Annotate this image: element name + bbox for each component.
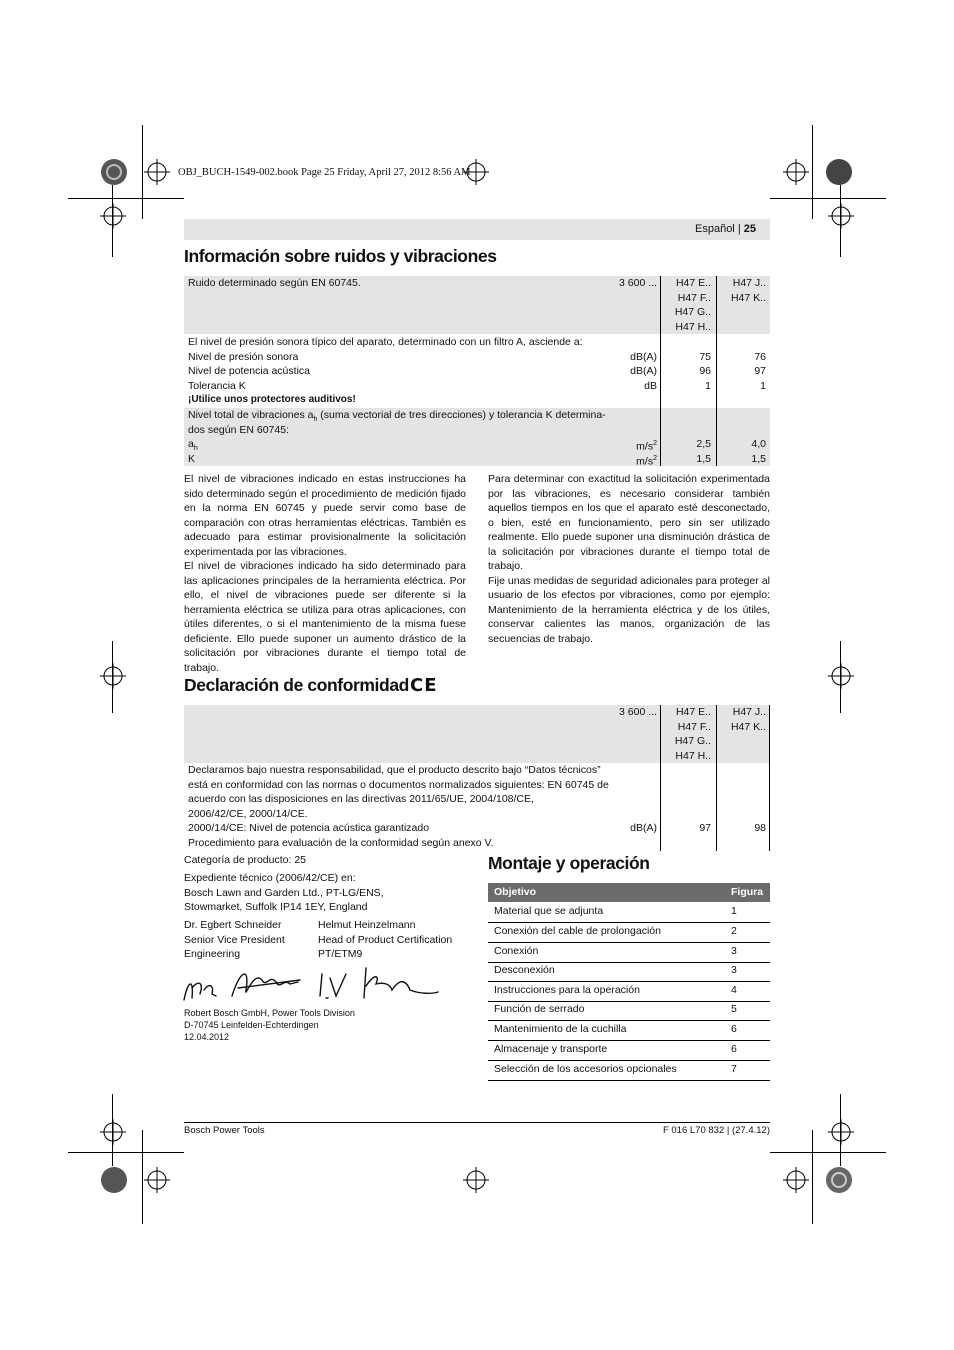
vibration-row-value: 1,5 — [696, 452, 711, 465]
footer-right: F 016 L70 832 | (27.4.12) — [662, 1125, 770, 1136]
page-number: 25 — [743, 223, 756, 235]
table-row: Mantenimiento de la cuchilla 6 — [488, 1020, 770, 1041]
signatory-2: Helmut Heinzelmann — [318, 919, 416, 931]
book-info-line: OBJ_BUCH-1549-002.book Page 25 Friday, April 27, 2012 8:56 AM — [178, 167, 471, 178]
table-row: Desconexión 3 — [488, 961, 770, 982]
conformity-number: 3 600 ... — [619, 706, 657, 718]
conformity-text: 2006/42/CE, 2000/14/CE. — [188, 807, 308, 820]
montaje-section-title: Montaje y operación — [488, 853, 650, 873]
noise-row-value: 1 — [705, 379, 711, 392]
company-address: D-70745 Leinfelden-Echterdingen — [184, 1020, 319, 1030]
table-row: Selección de los accesorios opcionales 7 — [488, 1060, 770, 1081]
noise-row-label: Nivel de potencia acústica — [188, 365, 310, 377]
vibration-row-value: 2,5 — [696, 438, 711, 450]
vibration-row-unit: $m/s^2$ — [636, 440, 657, 453]
footer-rule — [184, 1122, 770, 1123]
conformity-col2-model: H47 K.. — [730, 720, 766, 733]
header-objetivo: Objetivo — [494, 886, 537, 898]
signatory-1: Senior Vice President — [184, 933, 285, 946]
noise-col2-model: H47 K.. — [730, 291, 766, 304]
conformity-text: está en conformidad con las normas o documentos normalizados siguientes: EN 60745 de — [188, 778, 609, 791]
noise-intro: El nivel de presión sonora típico del aparato, determinado con un filtro A, asciende a: — [188, 336, 583, 348]
noise-col1-model: H47 G.. — [674, 306, 711, 318]
registration-target-icon — [828, 663, 854, 689]
vibration-paragraph-left: El nivel de vibraciones indicado en estas instrucciones ha sido determinado según el procedimiento de medición fijado en la norma EN 60745 y puede servir como base de comparación con otras herramientas eléctricas. También es adecuado para estimar provisionalmente la solicitación experimentada por las vibraciones. El nivel de vibraciones indicado ha sido determinado para las aplicaciones principales de la herramienta eléctrica. Por ello, el nivel de vibraciones puede ser diferente si la herramienta eléctrica se utiliza para otras aplicaciones, con útiles diferentes, o si el mantenimiento de la misma fuese deficiente. Ello puede suponer un aumento drástico de la solicitación por vibraciones durante el tiempo total de trabajo. — [184, 473, 466, 674]
conformity-col1-model: H47 H.. — [675, 749, 711, 762]
noise-row-value: 96 — [699, 365, 711, 377]
color-wheel-icon — [826, 159, 852, 185]
color-wheel-icon — [101, 1167, 127, 1193]
company-address: Robert Bosch GmbH, Power Tools Division — [184, 1008, 355, 1018]
noise-row-label: Tolerancia K — [188, 379, 246, 392]
vibration-description-2: dos según EN 60745: — [188, 423, 289, 436]
registration-target-icon — [144, 159, 170, 185]
conformity-text: Declaramos bajo nuestra responsabilidad, que el producto descrito bajo “Datos técnicos” — [188, 764, 601, 776]
guaranteed-power-value: 98 — [754, 822, 766, 834]
registration-target-icon — [144, 1167, 170, 1193]
registration-target-icon — [100, 663, 126, 689]
signatory-2: Head of Product Certification — [318, 933, 453, 946]
table-row: Conexión 3 — [488, 942, 770, 963]
signatory-1: Engineering — [184, 948, 241, 960]
vibration-row-value: 1,5 — [751, 452, 766, 465]
vibration-row-value: 4,0 — [751, 438, 766, 450]
table-row: Almacenaje y transporte 6 — [488, 1040, 770, 1061]
guaranteed-power-unit: dB(A) — [630, 822, 657, 834]
company-date: 12.04.2012 — [184, 1032, 230, 1042]
registration-target-icon — [100, 203, 126, 229]
registration-target-icon — [828, 1119, 854, 1145]
vibration-row-label: $a_h$ — [188, 438, 198, 453]
guaranteed-power-label: 2000/14/CE: Nivel de potencia acústica garantizado — [188, 822, 430, 834]
noise-row-value: 76 — [754, 350, 766, 363]
noise-row-unit: dB(A) — [630, 365, 657, 377]
registration-target-icon — [463, 1167, 489, 1193]
color-wheel-icon — [826, 1167, 852, 1193]
signature-image — [180, 960, 445, 1008]
registration-target-icon — [783, 159, 809, 185]
conformity-procedure: Procedimiento para evaluación de la conformidad según anexo V. — [188, 836, 494, 849]
technical-file: Stowmarket, Suffolk IP14 1EY, England — [184, 901, 368, 913]
noise-det-label: Ruido determinado según EN 60745. — [188, 277, 361, 289]
noise-col1-model: H47 H.. — [675, 320, 711, 333]
conformity-text: acuerdo con las disposiciones en las directivas 2011/65/UE, 2004/108/CE, — [188, 793, 534, 805]
noise-det-number: 3 600 ... — [619, 277, 657, 289]
conformity-col1-model: H47 E.. — [675, 706, 711, 718]
noise-col2-model: H47 J.. — [732, 277, 766, 289]
conformity-section-title: Declaración de conformidad — [184, 675, 409, 695]
noise-row-value: 97 — [754, 365, 766, 377]
table-row: Conexión del cable de prolongación 2 — [488, 922, 770, 943]
color-wheel-icon — [101, 159, 127, 185]
noise-row-value: 75 — [699, 350, 711, 363]
table-row: Material que se adjunta 1 — [488, 902, 770, 923]
noise-col1-model: H47 F.. — [677, 291, 711, 304]
noise-col1-model: H47 E.. — [675, 277, 711, 289]
noise-row-unit: dB(A) — [630, 350, 657, 363]
conformity-col1-model: H47 F.. — [677, 720, 711, 733]
guaranteed-power-value: 97 — [699, 822, 711, 834]
header-figura: Figura — [731, 886, 764, 898]
conformity-col2-model: H47 J.. — [732, 706, 766, 718]
table-row: Función de serrado 5 — [488, 1000, 770, 1021]
noise-row-unit: dB — [644, 379, 657, 392]
signatory-2: PT/ETM9 — [318, 948, 363, 960]
montaje-table-header — [488, 883, 770, 902]
vibration-row-label: K — [188, 452, 196, 465]
noise-row-label: Nivel de presión sonora — [188, 350, 299, 363]
noise-row-value: 1 — [760, 379, 766, 392]
header-language: Español — [695, 223, 735, 235]
technical-file: Bosch Lawn and Garden Ltd., PT-LG/ENS, — [184, 886, 384, 899]
signatory-1: Dr. Egbert Schneider — [184, 919, 282, 931]
page-header-bar: Español | 25 — [184, 219, 770, 240]
registration-target-icon — [100, 1119, 126, 1145]
noise-section-title: Información sobre ruidos y vibraciones — [184, 246, 497, 266]
registration-target-icon — [783, 1167, 809, 1193]
footer-left: Bosch Power Tools — [184, 1125, 265, 1136]
vibration-description: Nivel total de vibraciones $a_h$ (suma vectorial de tres direcciones) y tolerancia K determina- — [188, 409, 606, 424]
ce-mark-icon: CE — [410, 675, 438, 696]
table-row: Instrucciones para la operación 4 — [488, 981, 770, 1002]
conformity-col1-model: H47 G.. — [674, 735, 711, 747]
technical-file: Expediente técnico (2006/42/CE) en: — [184, 872, 356, 884]
hearing-protection-warning: ¡Utilice unos protectores auditivos! — [188, 394, 356, 405]
product-category: Categoría de producto: 25 — [184, 854, 307, 866]
registration-target-icon — [828, 203, 854, 229]
vibration-row-unit: $m/s^2$ — [636, 454, 657, 467]
vibration-paragraph-right: Para determinar con exactitud la solicitación experimentada por las vibraciones, es necesario considerar también aquellos tiempos en los que el aparato esté desconectado, o bien, esté en funcionamiento, pero sin ser utilizado realmente. Ello puede suponer una disminución drástica de la solicitación por vibraciones durante el tiempo total de trabajo. Fije unas medidas de seguridad adicionales para proteger al usuario de los efectos por vibraciones, como por ejemplo: Mantenimiento de la herramienta eléctrica y de los útiles, conservar calientes las manos, organización de las secuencias de trabajo. — [488, 473, 770, 645]
